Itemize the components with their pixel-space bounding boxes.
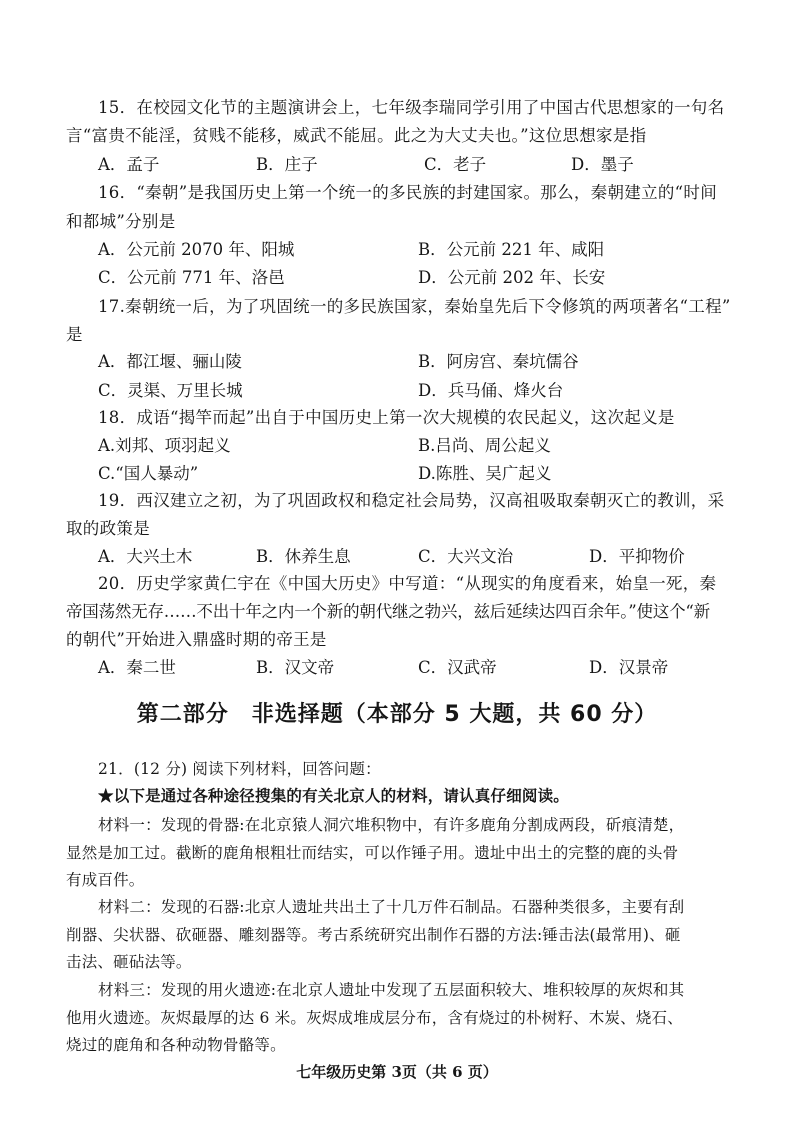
q18-option-c: C.“国人暴动” [98,464,199,483]
q19-option-b: B．休养生息 [256,547,351,566]
q20-line1: 20．历史学家黄仁宇在《中国大历史》中写道：“从现实的角度看来，始皇一死，秦 [98,574,717,593]
q16-option-b: B．公元前 221 年、咸阳 [418,240,605,259]
q19-option-c: C．大兴文治 [418,547,514,566]
q20-option-c: C．汉武帝 [418,658,497,677]
q17-option-d: D．兵马俑、烽火台 [418,381,564,400]
material3-line2: 他用火遗迹。灰烬最厚的达 6 米。灰烬成堆成层分布，含有烧过的朴树籽、木炭、烧石、 [66,1009,683,1027]
q19-line1: 19．西汉建立之初，为了巩固政权和稳定社会局势，汉高祖吸取秦朝灭亡的教训，采 [98,491,725,510]
q17-line2: 是 [66,325,83,344]
q19-option-d: D．平抑物价 [589,547,685,566]
q20-line3: 的朝代”开始进入鼎盛时期的帝王是 [66,630,327,649]
material2-line2: 削器、尖状器、砍砸器、雕刻器等。考古系统研究出制作石器的方法:锤击法(最常用)、砸 [66,926,681,944]
q19-option-a: A．大兴土木 [98,547,193,566]
q15-line2: 言“富贵不能淫，贫贱不能移，威武不能屈。此之为大丈夫也。”这位思想家是指 [66,126,647,145]
q18-option-a: A.刘邦、项羽起义 [98,436,231,455]
q16-option-d: D．公元前 202 年、长安 [418,268,606,287]
material2-line1: 材料二：发现的石器:北京人遗址共出土了十几万件石制品。石器种类很多，主要有刮 [98,898,685,916]
q16-option-a: A．公元前 2070 年、阳城 [98,240,295,259]
q16-line1: 16．“秦朝”是我国历史上第一个统一的多民族的封建国家。那么，秦朝建立的“时间 [98,183,718,202]
q21-line1: 21．(12 分) 阅读下列材料，回答问题： [98,760,381,778]
material1-line2: 显然是加工过。截断的鹿角根粗壮而结实，可以作锤子用。遗址中出土的完整的鹿的头骨 [66,844,679,862]
q17-option-c: C．灵渠、万里长城 [98,381,243,400]
q18-option-d: D.陈胜、吴广起义 [418,464,552,483]
q19-line2: 取的政策是 [66,519,150,538]
q15-option-d: D．墨子 [571,155,634,174]
q17-line1: 17.秦朝统一后，为了巩固统一的多民族国家，秦始皇先后下令修筑的两项著名“工程” [98,297,731,316]
q15-option-b: B．庄子 [256,155,318,174]
q16-line2: 和都城”分别是 [66,212,176,231]
q18-line1: 18．成语“揭竿而起”出自于中国历史上第一次大规模的农民起义，这次起义是 [98,408,675,427]
material3-line1: 材料三：发现的用火遗迹:在北京人遗址中发现了五层面积较大、堆积较厚的灰烬和其 [98,981,685,999]
material2-line3: 击法、砸砧法等。 [66,953,192,971]
q20-option-a: A．秦二世 [98,658,176,677]
material1-line1: 材料一：发现的骨器:在北京猿人洞穴堆积物中，有许多鹿角分割成两段，斫痕清楚， [98,816,685,834]
q15-line1: 15．在校园文化节的主题演讲会上，七年级李瑞同学引用了中国古代思想家的一句名 [98,98,725,117]
q21-instruction: ★以下是通过各种途径搜集的有关北京人的材料，请认真仔细阅读。 [98,786,570,805]
q17-option-b: B．阿房宫、秦坑儒谷 [418,352,579,371]
material3-line3: 烧过的鹿角和各种动物骨骼等。 [66,1036,286,1054]
q20-option-b: B．汉文帝 [256,658,335,677]
q15-option-c: C．老子 [424,155,487,174]
q17-option-a: A．都江堰、骊山陵 [98,352,242,371]
material1-line3: 有成百件。 [66,871,145,889]
section-title: 第二部分 非选择题（本部分 5 大题，共 60 分） [136,702,658,727]
q20-line2: 帝国荡然无存……不出十年之内一个新的朝代继之勃兴，兹后延续达四百余年。”使这个“新 [66,602,710,621]
q20-option-d: D．汉景帝 [589,658,669,677]
page-footer: 七年级历史第 3页（共 6 页） [296,1063,498,1081]
q15-option-a: A．孟子 [98,155,160,174]
q18-option-b: B.吕尚、周公起义 [418,436,551,455]
q16-option-c: C．公元前 771 年、洛邑 [98,268,285,287]
